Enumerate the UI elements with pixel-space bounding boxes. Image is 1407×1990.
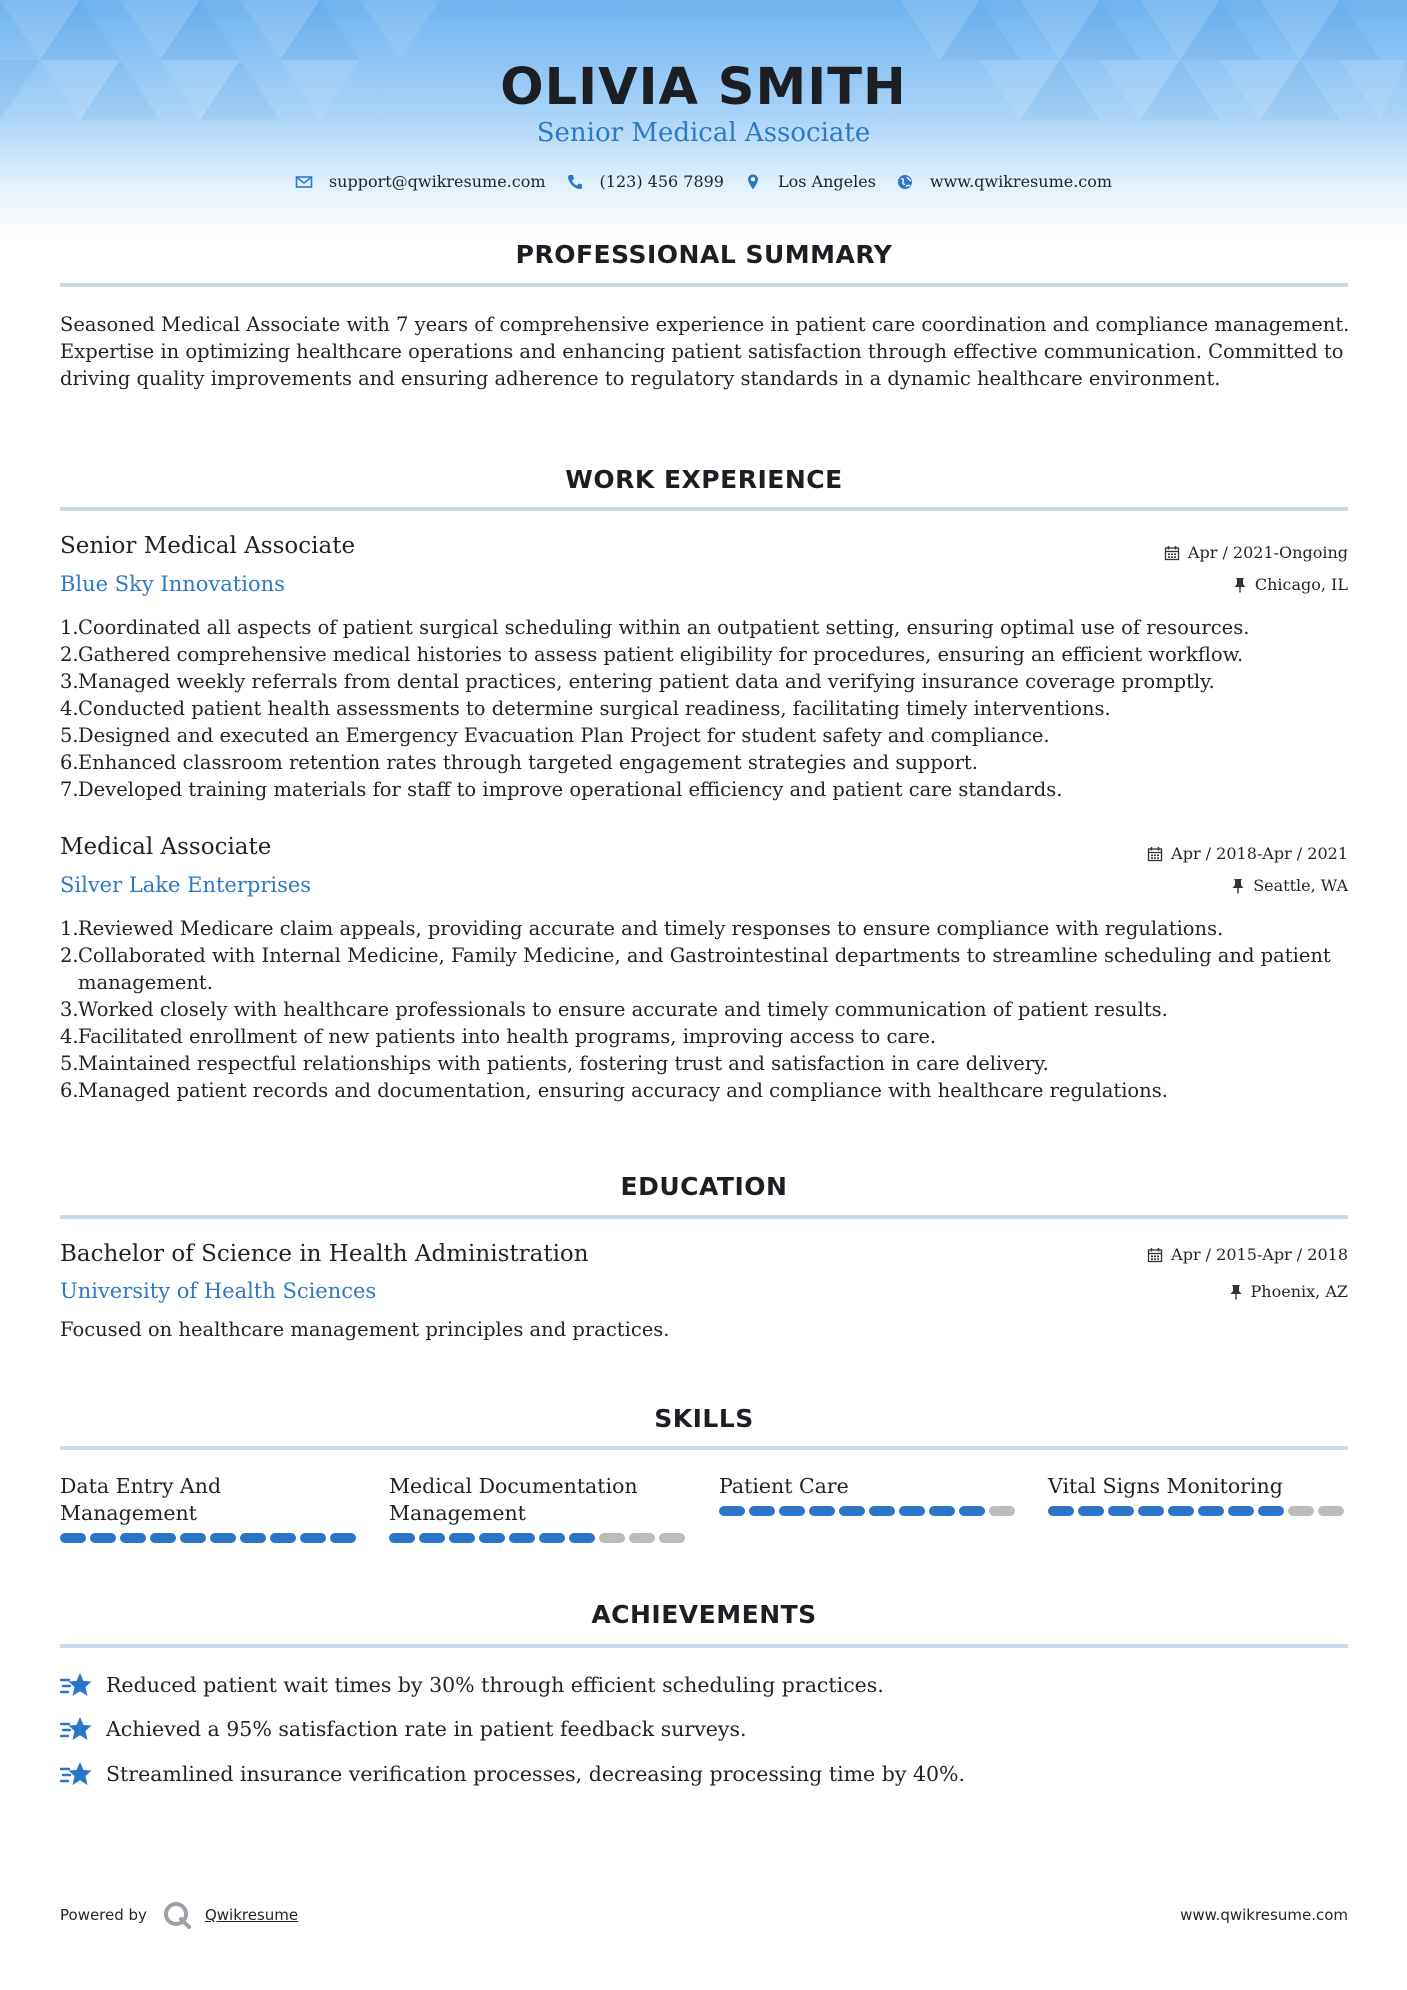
list-item: 1. Reviewed Medicare claim appeals, providing accurate and timely responses to ensure compliance with regulations. [60,917,1224,940]
education-description: Focused on healthcare management principles and practices. [60,1318,670,1341]
skill-segment-filled [869,1506,895,1516]
skill-segment-filled [1168,1506,1194,1516]
list-item: 1. Coordinated all aspects of patient surgical scheduling within an outpatient setting, ensuring optimal use of resources. [60,616,1250,639]
job-location-text: Seattle, WA [1253,876,1348,895]
degree-title: Bachelor of Science in Health Administration [60,1241,589,1267]
globe-icon [896,173,914,191]
skill-segment-filled [1258,1506,1284,1516]
job-dates-text: Apr / 2018-Apr / 2021 [1171,844,1348,863]
job-bullets [60,915,1350,1104]
skill-segment-filled [120,1533,146,1543]
envelope-icon [295,173,313,191]
list-item: 3. Worked closely with healthcare professionals to ensure accurate and timely communication of patient results. [60,998,1168,1021]
skill-segment-filled [569,1533,595,1543]
skill-segment-filled [449,1533,475,1543]
education-heading: EDUCATION [620,1172,788,1201]
calendar-icon [1164,545,1180,561]
skill-item [389,1473,689,1543]
list-item: 5. Maintained respectful relationships with patients, fostering trust and satisfaction in care delivery. [60,1052,1049,1075]
job-location [1233,575,1348,594]
job-dates [1147,844,1348,863]
qwikresume-logo-icon [161,1900,195,1930]
experience-divider [60,507,1348,511]
contact-website[interactable] [896,172,1112,191]
list-item: 7. Developed training materials for staff to improve operational efficiency and patient care standards. [60,778,1063,801]
powered-by-label: Powered by [60,1906,147,1924]
skill-segment-filled [150,1533,176,1543]
contact-location [744,172,876,191]
list-item: 3. Managed weekly referrals from dental practices, entering patient data and verifying insurance coverage promptly. [60,670,1215,693]
skill-segment-filled [929,1506,955,1516]
email-text: support@qwikresume.com [328,172,546,191]
skill-level-bar [389,1533,689,1543]
job-title: Medical Associate [60,834,272,860]
skills-heading: SKILLS [654,1404,754,1433]
skill-segment-filled [210,1533,236,1543]
education-location [1229,1282,1348,1301]
summary-text: Seasoned Medical Associate with 7 years of comprehensive experience in patient care coordination and compliance management. Expertise in optimizing healthcare operations and enhancing patient satisfaction through effective communication. Committed to driving quality improvements and ensuring adherence to regulatory standards in a dynamic healthcare environment. [60,313,1350,390]
qwikresume-link[interactable]: Qwikresume [204,1906,299,1924]
skill-segment-empty [1288,1506,1314,1516]
skill-level-bar [60,1533,360,1543]
job-dates-text: Apr / 2021-Ongoing [1187,543,1348,562]
skill-segment-filled [479,1533,505,1543]
list-item: 2. Gathered comprehensive medical histories to assess patient eligibility for procedures, ensuring an efficient workflow. [60,643,1244,666]
skill-level-bar [1048,1506,1348,1516]
phone-icon [566,173,584,191]
location-text: Los Angeles [777,172,876,191]
company-name: Blue Sky Innovations [60,572,285,596]
skill-segment-filled [779,1506,805,1516]
skill-segment-filled [1078,1506,1104,1516]
skill-segment-filled [300,1533,326,1543]
achievements-divider [60,1644,1348,1648]
calendar-icon [1147,1247,1163,1263]
skill-segment-filled [180,1533,206,1543]
achievements-heading: ACHIEVEMENTS [591,1600,817,1629]
skill-name: Medical Documentation Management [389,1474,638,1525]
experience-heading: WORK EXPERIENCE [565,465,843,494]
pushpin-icon [1233,577,1247,593]
school-name: University of Health Sciences [60,1279,377,1303]
skill-segment-filled [60,1533,86,1543]
skill-segment-empty [989,1506,1015,1516]
calendar-icon [1147,846,1163,862]
phone-text: (123) 456 7899 [599,172,724,191]
candidate-role: Senior Medical Associate [536,118,871,148]
job-title: Senior Medical Associate [60,533,356,559]
list-item: 6. Enhanced classroom retention rates through targeted engagement strategies and support. [60,751,978,774]
skill-segment-filled [1228,1506,1254,1516]
education-location-text: Phoenix, AZ [1250,1282,1348,1301]
star-icon [60,1716,92,1742]
pushpin-icon [1231,878,1245,894]
skill-segment-filled [270,1533,296,1543]
skill-item [60,1473,360,1543]
skill-segment-filled [959,1506,985,1516]
contact-email[interactable] [295,172,546,191]
skill-segment-filled [719,1506,745,1516]
contact-phone[interactable] [566,172,724,191]
skill-segment-filled [1048,1506,1074,1516]
contact-bar [0,172,1407,191]
skill-level-bar [719,1506,1019,1516]
skill-segment-empty [599,1533,625,1543]
skill-segment-filled [809,1506,835,1516]
star-icon [60,1672,92,1698]
job-location [1231,876,1348,895]
skill-item [719,1473,1019,1516]
skill-segment-filled [1108,1506,1134,1516]
star-icon [60,1761,92,1787]
summary-divider [60,283,1348,287]
skill-segment-filled [419,1533,445,1543]
achievement-item [60,1761,965,1787]
list-item: 6. Managed patient records and documentation, ensuring accuracy and compliance with healthcare regulations. [60,1079,1168,1102]
achievement-item [60,1716,747,1742]
achievement-text: Streamlined insurance verification processes, decreasing processing time by 40%. [106,1762,966,1786]
skill-segment-filled [240,1533,266,1543]
candidate-name: OLIVIA SMITH [500,58,907,117]
skill-segment-filled [509,1533,535,1543]
footer-powered-by [60,1900,298,1930]
skill-segment-empty [1318,1506,1344,1516]
list-item: 5. Designed and executed an Emergency Evacuation Plan Project for student safety and compliance. [60,724,1050,747]
education-dates-text: Apr / 2015-Apr / 2018 [1171,1245,1348,1264]
skill-segment-filled [539,1533,565,1543]
list-item: 4. Conducted patient health assessments to determine surgical readiness, facilitating timely interventions. [60,697,1111,720]
achievement-item [60,1672,884,1698]
summary-heading: PROFESSIONAL SUMMARY [515,240,893,269]
skill-segment-empty [629,1533,655,1543]
skill-segment-filled [839,1506,865,1516]
skill-segment-filled [749,1506,775,1516]
pushpin-icon [1229,1284,1243,1300]
skill-name: Patient Care [719,1474,849,1498]
skill-item [1048,1473,1348,1516]
map-pin-icon [744,173,762,191]
education-divider [60,1215,1348,1219]
list-item: 4. Facilitated enrollment of new patients into health programs, improving access to care. [60,1025,937,1048]
achievement-text: Reduced patient wait times by 30% through efficient scheduling practices. [106,1673,884,1697]
company-name: Silver Lake Enterprises [60,873,312,897]
skill-name: Data Entry And Management [60,1474,222,1525]
job-bullets [60,614,1350,803]
footer-website[interactable]: www.qwikresume.com [1180,1906,1348,1924]
skill-segment-filled [899,1506,925,1516]
skill-segment-filled [1198,1506,1224,1516]
skill-name: Vital Signs Monitoring [1048,1474,1283,1498]
skills-divider [60,1446,1348,1450]
job-dates [1164,543,1348,562]
list-item: 2. Collaborated with Internal Medicine, Family Medicine, and Gastrointestinal departments to streamline scheduling and patient management. [60,944,1331,994]
skill-segment-filled [90,1533,116,1543]
job-location-text: Chicago, IL [1254,575,1348,594]
skill-segment-filled [1138,1506,1164,1516]
education-dates [1147,1245,1348,1264]
website-text: www.qwikresume.com [929,172,1113,191]
skill-segment-empty [659,1533,685,1543]
achievement-text: Achieved a 95% satisfaction rate in patient feedback surveys. [106,1717,747,1741]
skill-segment-filled [330,1533,356,1543]
skill-segment-filled [389,1533,415,1543]
